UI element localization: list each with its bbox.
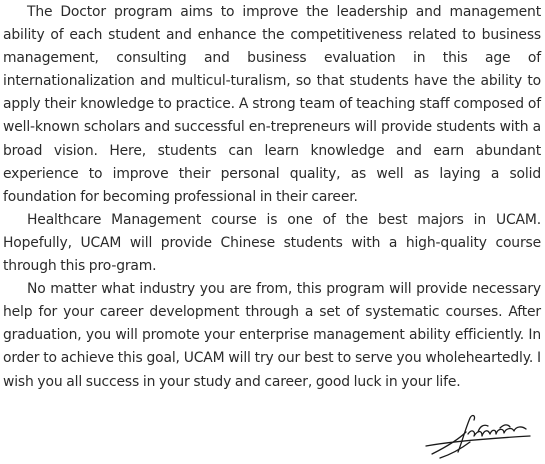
signature-icon bbox=[418, 412, 536, 460]
letter-body bbox=[3, 1, 541, 394]
paragraph-career-wishes: No matter what industry you are from, this program will provide necessary help for your career development through a set of systematic courses. After graduation, you will promote your enterprise management ability efficiently. In order to achieve this goal, UCAM will try our best to serve you wholeheartedly. I wish you all success in your study and career, good luck in your life. bbox=[3, 281, 541, 390]
paragraph-program-aims: The Doctor program aims to improve the leadership and management ability of each student and enhance the competitiveness related to business management, consulting and business evaluation in this age of internationalization and multicul-turalism, so that students have the ability to apply their knowledge to practice. A strong team of teaching staff composed of well-known scholars and successful en-trepreneurs will provide students with a broad vision. Here, students can learn knowledge and earn abundant experience to improve their personal quality, as well as laying a solid foundation for becoming professional in their career. bbox=[3, 4, 541, 205]
paragraph-healthcare-course: Healthcare Management course is one of the best majors in UCAM. Hopefully, UCAM will provide Chinese students with a high-quality course through this pro-gram. bbox=[3, 211, 541, 275]
